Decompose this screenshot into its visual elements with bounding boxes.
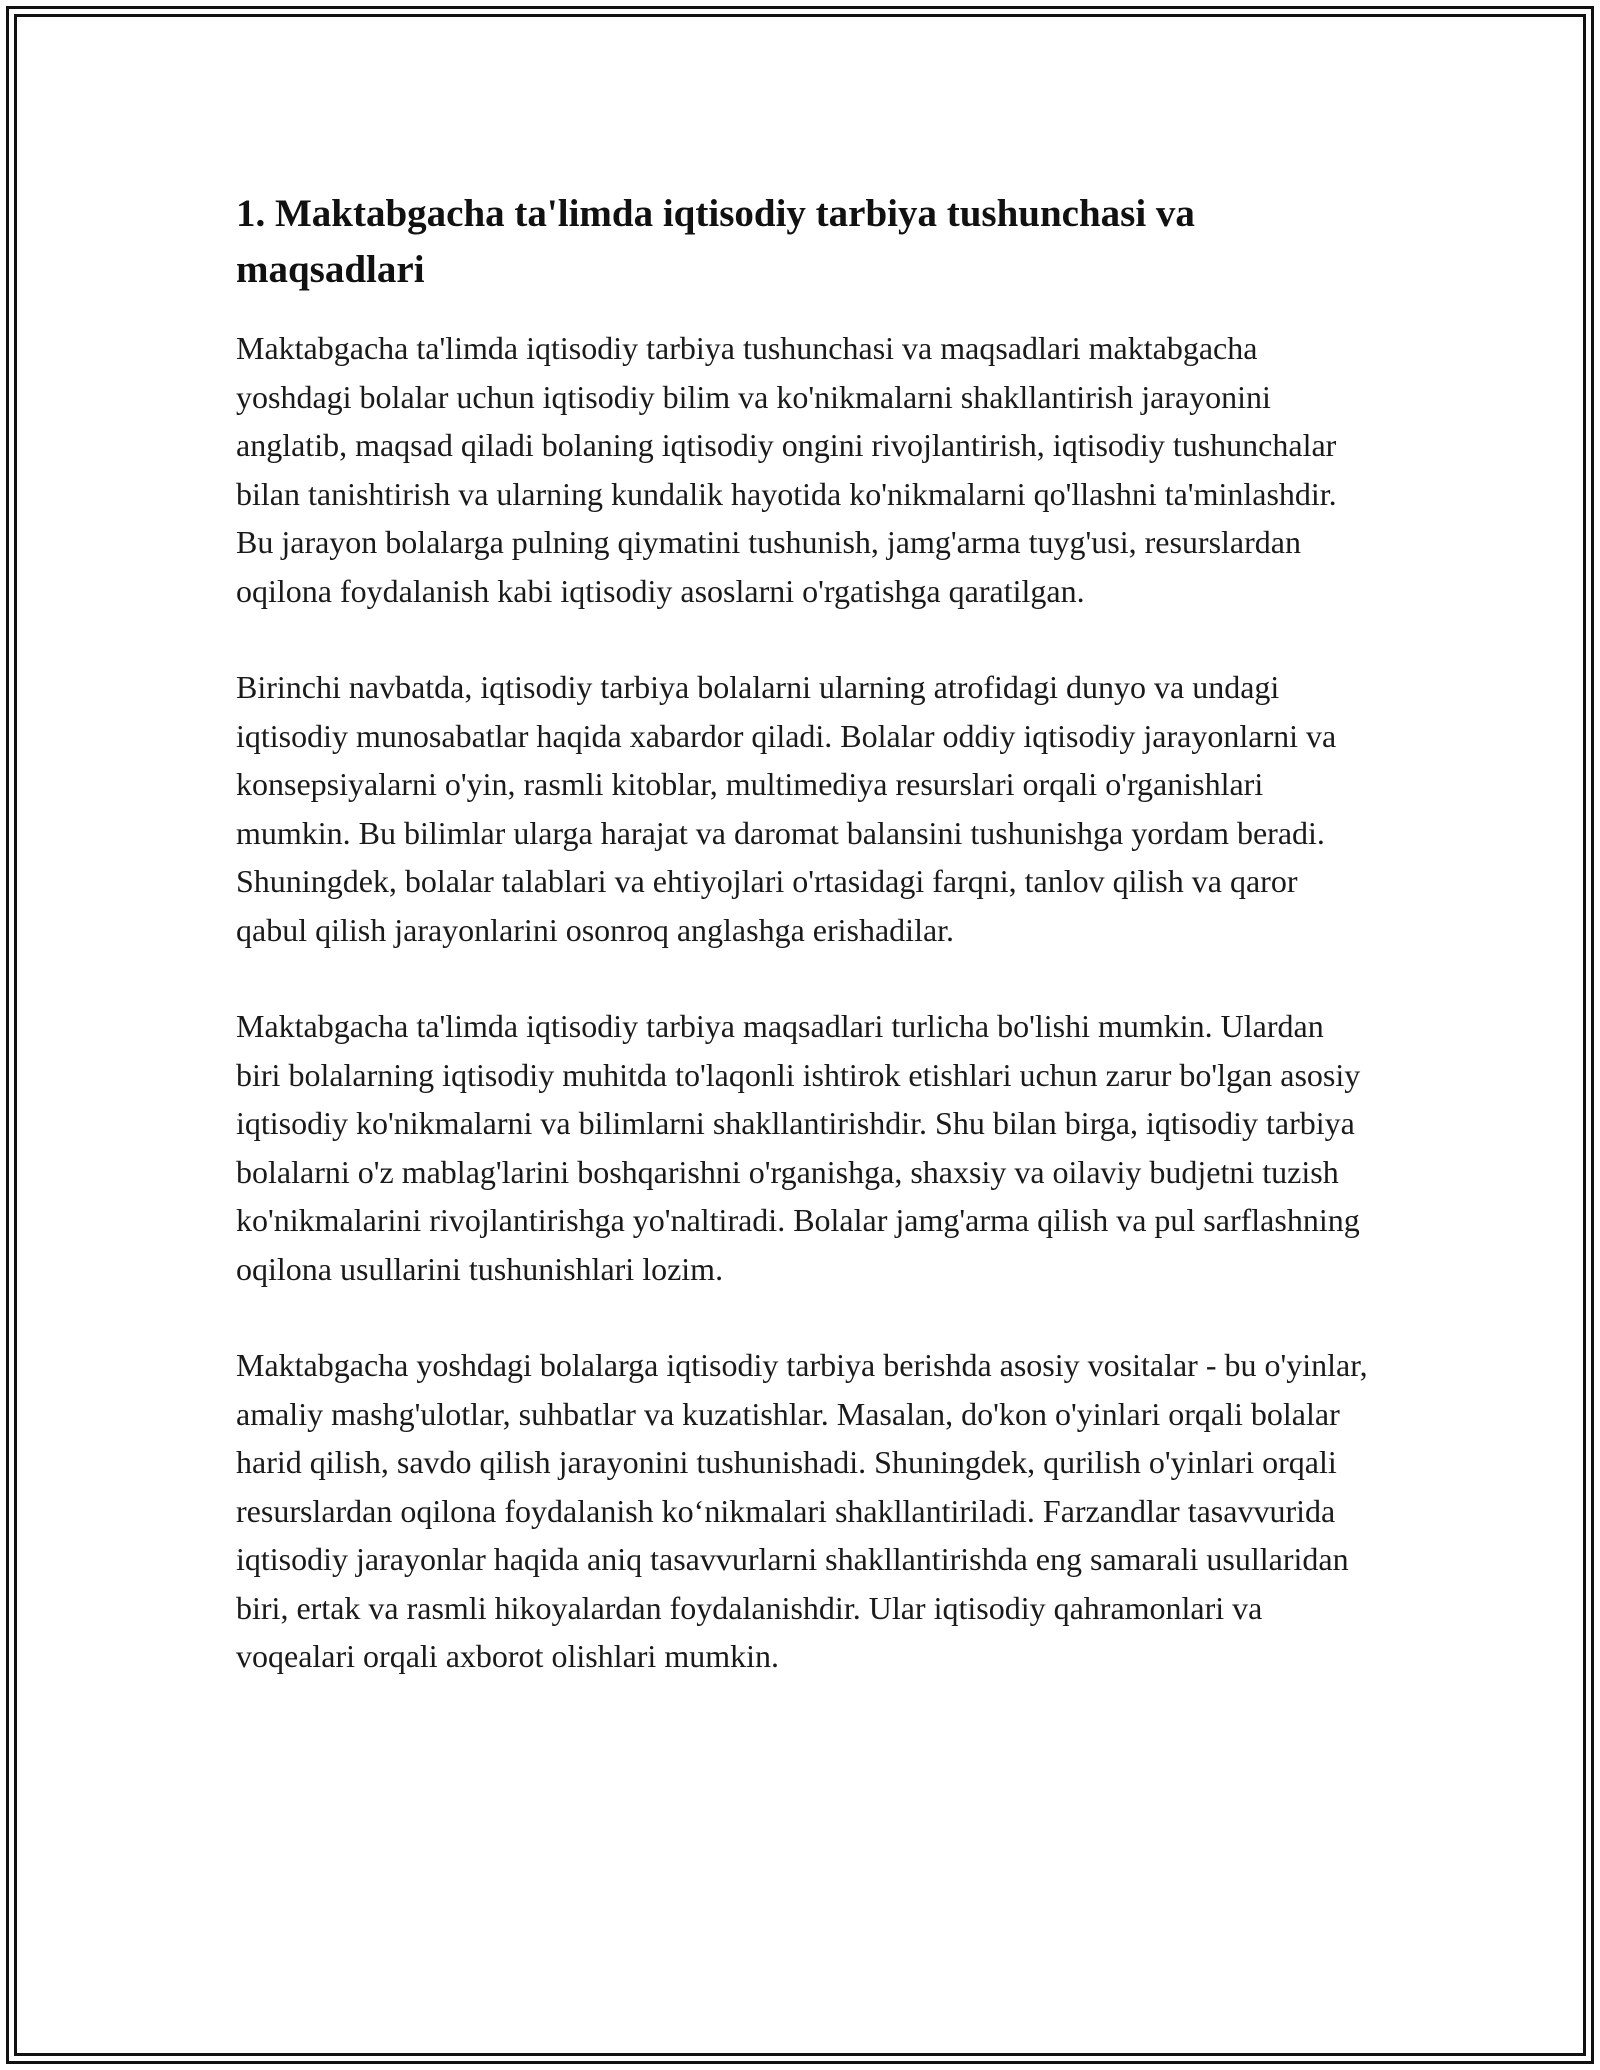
document-body <box>236 186 1376 1729</box>
paragraph-2: Birinchi navbatda, iqtisodiy tarbiya bolalarni ularning atrofidagi dunyo va undagi iqtisodiy munosabatlar haqida xabardor qiladi. Bolalar oddiy iqtisodiy jarayonlarni va konsepsiyalarni o'yin, rasmli kitoblar, multimediya resurslari orqali o'rganishlari mumkin. Bu bilimlar ularga harajat va daromat balansini tushunishga yordam beradi. Shuningdek, bolalar talablari va ehtiyojlari o'rtasidagi farqni, tanlov qilish va qaror qabul qilish jarayonlarini osonroq anglashga erishadilar. <box>236 669 1337 948</box>
paragraph-3: Maktabgacha ta'limda iqtisodiy tarbiya maqsadlari turlicha bo'lishi mumkin. Ulardan biri bolalarning iqtisodiy muhitda to'laqonli ishtirok etishlari uchun zarur bo'lgan asosiy iqtisodiy ko'nikmalarni va bilimlarni shakllantirishdir. Shu bilan birga, iqtisodiy tarbiya bolalarni o'z mablag'larini boshqarishni o'rganishga, shaxsiy va oilaviy budjetni tuzish ko'nikmalarini rivojlantirishga yo'naltiradi. Bolalar jamg'arma qilish va pul sarflashning oqilona usullarini tushunishlari lozim. <box>236 1008 1361 1287</box>
section-heading: 1. Maktabgacha ta'limda iqtisodiy tarbiya tushunchasi va maqsadlari <box>236 192 1195 291</box>
paragraph-1: Maktabgacha ta'limda iqtisodiy tarbiya tushunchasi va maqsadlari maktabgacha yoshdagi bolalar uchun iqtisodiy bilim va ko'nikmalarni shakllantirish jarayonini anglatib, maqsad qiladi bolaning iqtisodiy ongini rivojlantirish, iqtisodiy tushunchalar bilan tanishtirish va ularning kundalik hayotida ko'nikmalarni qo'llashni ta'minlashdir. Bu jarayon bolalarga pulning qiymatini tushunish, jamg'arma tuyg'usi, resurslardan oqilona foydalanish kabi iqtisodiy asoslarni o'rgatishga qaratilgan. <box>236 330 1337 609</box>
paragraph-4: Maktabgacha yoshdagi bolalarga iqtisodiy tarbiya berishda asosiy vositalar - bu o'yinlar, amaliy mashg'ulotlar, suhbatlar va kuzatishlar. Masalan, do'kon o'yinlari orqali bolalar harid qilish, savdo qilish jarayonini tushunishadi. Shuningdek, qurilish o'yinlari orqali resurslardan oqilona foydalanish ko‘nikmalari shakllantiriladi. Farzandlar tasavvurida iqtisodiy jarayonlar haqida aniq tasavvurlarni shakllantirishda eng samarali usullaridan biri, ertak va rasmli hikoyalardan foydalanishdir. Ular iqtisodiy qahramonlari va voqealari orqali axborot olishlari mumkin. <box>236 1347 1368 1674</box>
